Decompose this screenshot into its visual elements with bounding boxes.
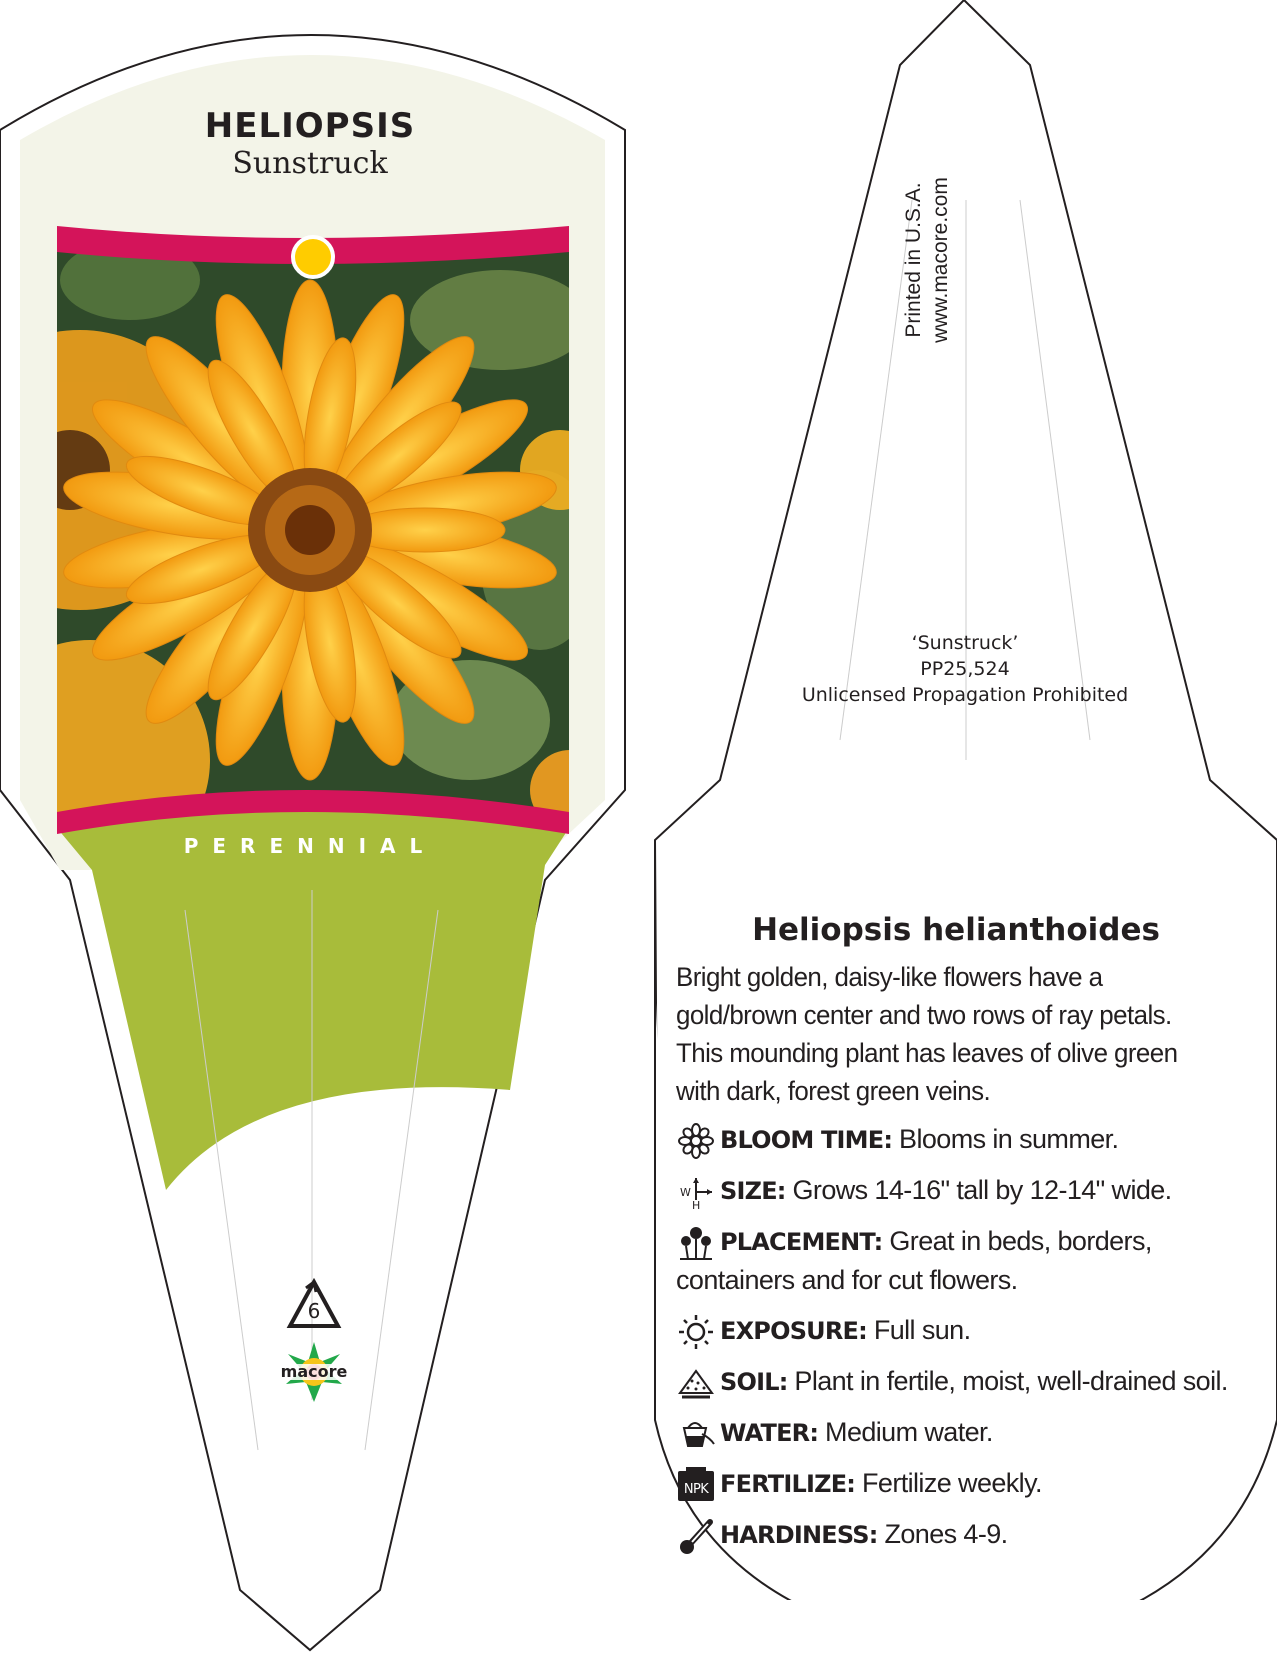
patent-number: PP25,524 (920, 658, 1010, 680)
front-title (190, 106, 430, 182)
thermometer-icon (676, 1518, 716, 1554)
attribute-value: Plant in fertile, moist, well-drained soil. (787, 1366, 1228, 1396)
size-icon-w: W (680, 1185, 691, 1199)
sun-badge-icon (293, 237, 333, 277)
printed-info (900, 110, 970, 410)
attribute-placement (676, 1222, 1236, 1299)
macore-logo (274, 1342, 354, 1406)
printed-in: Printed in U.S.A. (902, 182, 925, 338)
genus-name: HELIOPSIS (204, 106, 416, 146)
watering-can-icon (676, 1416, 716, 1452)
attribute-value: Great in beds, borders, containers and for cut flowers. (676, 1226, 1152, 1295)
brand-name: macore (280, 1362, 348, 1381)
plant-category: PERENNIAL (183, 834, 437, 858)
care-info (676, 912, 1256, 1566)
attribute-label: WATER: (720, 1419, 819, 1447)
attribute-value: Fertilize weekly. (855, 1468, 1042, 1498)
attribute-fertilize (676, 1464, 1236, 1503)
patent-info (780, 630, 1150, 708)
attribute-label: PLACEMENT: (720, 1228, 883, 1256)
species-name: Heliopsis helianthoides (752, 912, 1160, 948)
size-icon (676, 1174, 716, 1210)
flower-icon (676, 1123, 716, 1159)
recycle-icon (286, 1278, 342, 1334)
soil-icon (676, 1365, 716, 1401)
attribute-label: BLOOM TIME: (720, 1126, 893, 1154)
attribute-label: FERTILIZE: (720, 1470, 856, 1498)
attribute-size (676, 1171, 1236, 1210)
recycle-code: 6 (307, 1299, 321, 1323)
size-icon-h: H (692, 1198, 700, 1210)
sun-icon (676, 1314, 716, 1350)
placement-icon (676, 1225, 716, 1261)
attribute-exposure (676, 1311, 1236, 1350)
attribute-value: Grows 14-16" tall by 12-14" wide. (785, 1175, 1172, 1205)
attribute-label: SIZE: (720, 1177, 786, 1205)
attribute-value: Medium water. (818, 1417, 993, 1447)
attribute-water (676, 1413, 1236, 1452)
patent-name: ‘Sunstruck’ (911, 632, 1019, 654)
attribute-bloom-time (676, 1120, 1236, 1159)
attribute-value: Blooms in summer. (892, 1124, 1119, 1154)
attribute-label: EXPOSURE: (720, 1317, 867, 1345)
flower-photo (0, 228, 610, 880)
attribute-label: SOIL: (720, 1368, 788, 1396)
attribute-soil (676, 1362, 1236, 1401)
attribute-value: Zones 4-9. (877, 1519, 1008, 1549)
attribute-value: Full sun. (866, 1315, 971, 1345)
plant-description: Bright golden, daisy-like flowers have a gold/brown center and two rows of ray petals. This mounding plant has leaves of olive green with dark, forest green veins. (676, 962, 1178, 1106)
patent-notice: Unlicensed Propagation Prohibited (801, 684, 1129, 706)
npk-label: NPK (683, 1481, 709, 1497)
cultivar-name: Sunstruck (232, 146, 388, 181)
attribute-label: HARDINESS: (720, 1521, 878, 1549)
attribute-hardiness (676, 1515, 1236, 1554)
website: www.macore.com (929, 177, 952, 343)
npk-icon (676, 1467, 716, 1503)
